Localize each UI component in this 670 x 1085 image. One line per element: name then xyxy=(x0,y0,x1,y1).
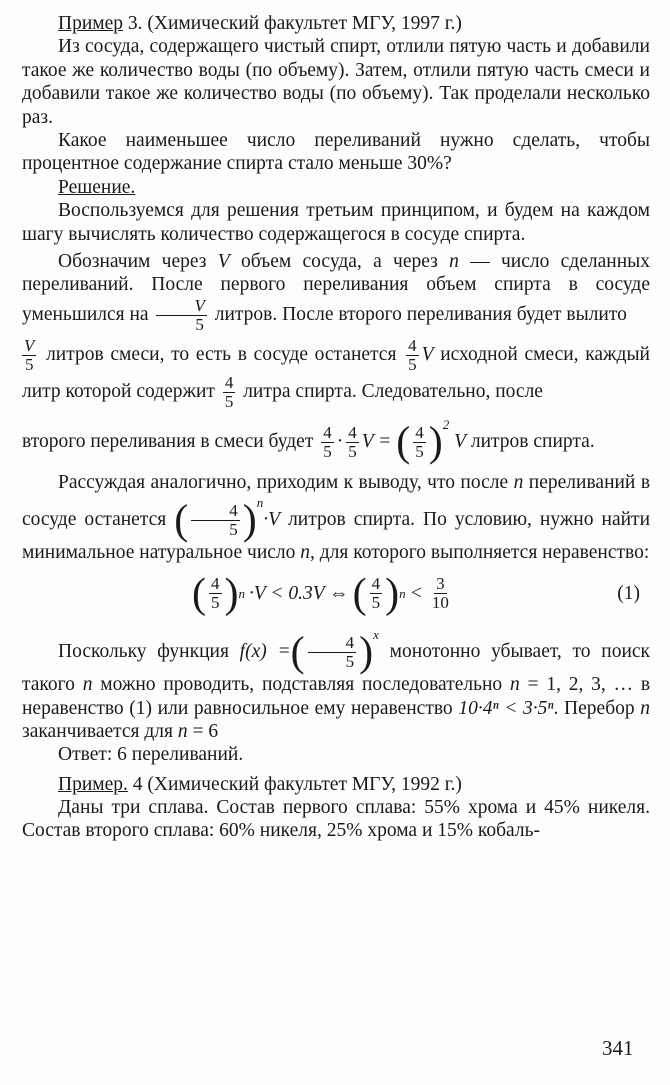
paren-right: ) xyxy=(359,629,374,676)
solution-label-text: Решение. xyxy=(58,176,136,198)
frac-den: 5 xyxy=(323,441,332,461)
var-n: n xyxy=(82,674,93,696)
text-span: можно проводить, подставляя последовательно xyxy=(100,674,503,696)
fraction-4-over-5 xyxy=(209,575,222,612)
math-text: 10·4ⁿ < 3·5ⁿ xyxy=(458,697,554,719)
var-V: V xyxy=(454,430,466,452)
text-span: литров спирта. По условию, нужно найти минимальное натуральное число xyxy=(22,508,651,564)
paren-right: ) xyxy=(224,570,239,617)
frac-num: 4 xyxy=(308,634,357,653)
example3-paragraph-4 xyxy=(22,250,650,333)
frac-num: 4 xyxy=(323,422,332,442)
fraction-3-over-10 xyxy=(430,575,451,612)
frac-num: V xyxy=(156,297,206,316)
fraction-4-over-5 xyxy=(406,337,419,374)
var-V: V xyxy=(421,344,434,366)
fraction-V-over-5 xyxy=(22,337,36,374)
var-n: n xyxy=(449,250,459,272)
text-span: = 1, 2, 3, … в неравенство (1) или равносильное ему неравенство xyxy=(22,674,651,719)
math-text: ·V < 0.3V ⇔ xyxy=(249,582,349,604)
frac-num: V xyxy=(24,336,35,356)
example4-title-label: Пример. xyxy=(58,773,128,795)
fraction-4-over-5 xyxy=(370,575,383,612)
var-n: n xyxy=(640,697,651,719)
text-span: литра спирта. Следовательно, после xyxy=(243,380,543,402)
example3-paragraph-6: второго переливания в смеси будет $\frac{4}{5}$ · $\frac{4}{5}$ V = ( $\frac{4}{5}$ )$^2$ V литров спирта. xyxy=(22,416,595,466)
text-span: — число сделанных переливаний. После первого переливания объем спирта в сосуде уменьшился на xyxy=(22,250,650,325)
exponent: n xyxy=(238,585,245,601)
exponent: 2 xyxy=(442,416,450,432)
example3-paragraph-3: Воспользуемся для решения третьим принципом, и будем на каждом шагу вычислять количество содержащегося в сосуде спирта. xyxy=(22,200,650,245)
paren-left: ( xyxy=(174,497,189,544)
text-span: литров. После второго переливания будет вылито xyxy=(214,303,627,325)
example4-paragraph-1: Даны три сплава. Состав первого сплава: 55% хрома и 45% никеля. Состав второго сплава: 60% никеля, 25% хрома и 15% кобаль- xyxy=(22,797,650,842)
paren-left: ( xyxy=(352,570,367,617)
var-n: n xyxy=(509,674,520,696)
example4-title-rest: 4 (Химический факультет МГУ, 1992 г.) xyxy=(127,773,462,795)
example3-answer: Ответ: 6 переливаний. xyxy=(58,744,244,766)
text-span: исходной смеси, каждый литр которой содержит xyxy=(22,344,650,402)
page-content xyxy=(22,12,650,843)
fraction-4-over-5 xyxy=(223,374,236,411)
paren-left: ( xyxy=(192,570,206,617)
frac-den: 10 xyxy=(431,593,449,613)
text-span: Поскольку функция xyxy=(58,640,229,662)
example3-paragraph-2: Какое наименьшее число переливаний нужно сделать, чтобы процентное содержание спирта стало меньше 30%? xyxy=(22,129,650,175)
paren-right: ) xyxy=(385,570,400,617)
text-span: Обозначим через xyxy=(58,250,207,272)
example3-paragraph-5 xyxy=(22,337,650,410)
example3-paragraph-8 xyxy=(22,627,650,744)
exponent: n xyxy=(256,494,264,510)
var-V: V xyxy=(217,250,230,272)
math-text: ·V xyxy=(263,508,281,530)
frac-den: 5 xyxy=(415,441,424,461)
text-span: объем сосуда, а через xyxy=(240,250,438,272)
equation-1 xyxy=(192,570,650,617)
frac-den: 5 xyxy=(371,593,381,613)
frac-num: 3 xyxy=(436,574,445,594)
fraction-4-over-5 xyxy=(308,634,357,671)
frac-den: 5 xyxy=(224,391,234,411)
frac-num: 4 xyxy=(191,502,240,521)
paren-left: ( xyxy=(290,629,305,676)
equation-number: (1) xyxy=(617,582,640,604)
text-span: второго переливания в смеси будет xyxy=(22,430,314,452)
frac-num: 4 xyxy=(348,422,357,442)
frac-den: 5 xyxy=(348,441,357,461)
frac-num: 4 xyxy=(211,574,220,594)
text-span: = 6 xyxy=(192,720,219,742)
frac-num: 4 xyxy=(408,336,417,356)
example3-title-label: Пример xyxy=(58,13,124,34)
text-span: Рассуждая аналогично, приходим к выводу, что после xyxy=(58,472,509,494)
text-span: литров спирта. xyxy=(470,430,595,452)
example3-title xyxy=(22,12,650,35)
var-n: n xyxy=(513,472,524,494)
text-span: литров смеси, то есть в сосуде останется xyxy=(46,344,397,366)
frac-num: 4 xyxy=(415,422,424,442)
frac-num: 4 xyxy=(371,574,381,594)
example3-title-rest: 3. (Химический факультет МГУ, 1997 г.) xyxy=(123,13,462,34)
example3-paragraph-7 xyxy=(22,471,650,564)
exponent: n xyxy=(399,585,406,601)
var-n: n xyxy=(300,542,311,564)
frac-num: 4 xyxy=(224,373,234,393)
var-n: n xyxy=(177,720,188,742)
frac-den: 5 xyxy=(229,519,238,539)
frac-den: 5 xyxy=(211,593,220,613)
paren-right: ) xyxy=(242,497,257,544)
fraction-4-over-5 xyxy=(346,424,359,461)
text-span: монотонно убывает, то поиск такого xyxy=(22,640,651,696)
math-text: f(x) = xyxy=(239,640,291,662)
math-text: < xyxy=(409,582,423,604)
fraction-4-over-5 xyxy=(413,424,426,461)
paren-left: ( xyxy=(396,419,411,466)
frac-den: 5 xyxy=(24,355,34,375)
fraction-4-over-5 xyxy=(321,424,334,461)
math-text: V = xyxy=(361,430,392,452)
example4-title xyxy=(22,773,650,796)
text-span: заканчивается для xyxy=(22,720,174,742)
text-span: . Перебор xyxy=(553,697,635,719)
solution-label xyxy=(22,176,650,199)
fraction-V-over-5 xyxy=(156,297,206,334)
example3-paragraph-1: Из сосуда, содержащего чистый спирт, отлили пятую часть и добавили такое же количество воды (по объему). Затем, отлили пятую часть смеси и добавили такое же количество воды (по объему). Так проделали несколько раз. xyxy=(22,36,650,128)
frac-den: 5 xyxy=(345,651,355,671)
fraction-4-over-5 xyxy=(191,502,240,539)
frac-den: 5 xyxy=(195,314,204,334)
paren-right: ) xyxy=(428,419,443,466)
text-span: переливаний в сосуде останется xyxy=(22,472,651,530)
text-span: , для которого выполняется неравенство: xyxy=(310,542,650,564)
page-number: 341 xyxy=(602,1036,634,1060)
frac-den: 5 xyxy=(408,355,417,375)
exponent: x xyxy=(373,626,379,642)
